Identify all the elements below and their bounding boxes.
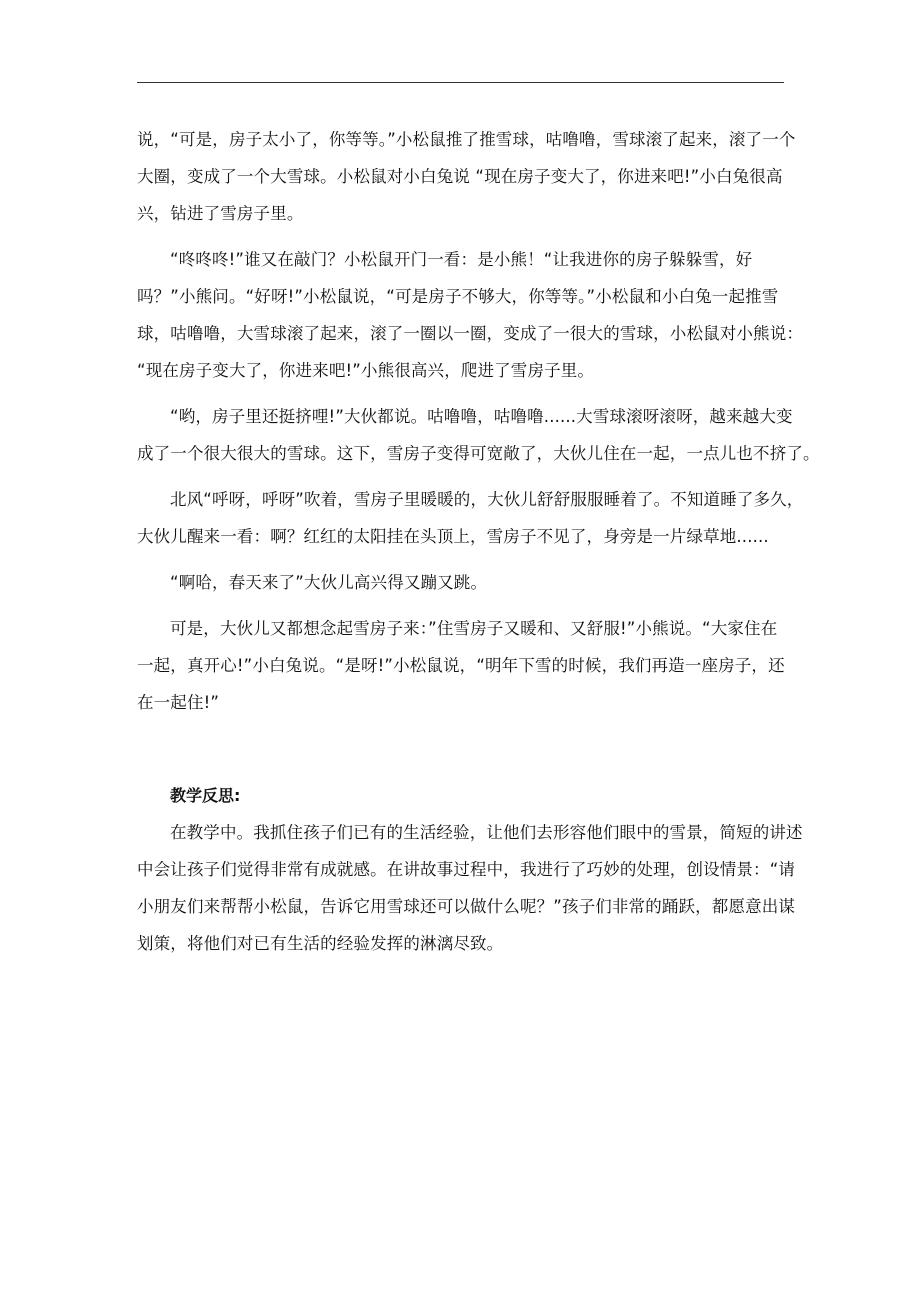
- text-line: 可是，大伙儿又都想念起雪房子来：”住雪房子又暖和、又舒服!”小熊说。“大家住在: [170, 619, 778, 638]
- text-line: “哟，房子里还挺挤哩!”大伙都说。咕噜噜，咕噜噜......大雪球滚呀滚呀，越来越大变: [170, 407, 793, 426]
- text-line: 中会让孩子们觉得非常有成就感。在讲故事过程中，我进行了巧妙的处理，创设情景：“请: [137, 860, 796, 879]
- text-line: 在教学中。我抓住孩子们已有的生活经验，让他们去形容他们眼中的雪景，简短的讲述: [170, 823, 803, 842]
- text-line: 说，“可是，房子太小了，你等等。”小松鼠推了推雪球，咕噜噜，雪球滚了起来，滚了一个: [137, 130, 796, 149]
- text-line: 球，咕噜噜，大雪球滚了起来，滚了一圈以一圈，变成了一很大的雪球，小松鼠对小熊说：: [137, 324, 803, 343]
- text-line: 吗？”小熊问。“好呀!”小松鼠说，“可是房子不够大，你等等。”小松鼠和小白兔一起推雪: [137, 287, 779, 306]
- story-paragraph-5: [137, 564, 787, 601]
- header-rule: [137, 82, 784, 83]
- text-line: “啊哈，春天来了”大伙儿高兴得又蹦又跳。: [170, 573, 488, 592]
- text-line: 北风“呼呀，呼呀”吹着，雪房子里暖暖的，大伙儿舒舒服服睡着了。不知道睡了多久，: [170, 490, 804, 509]
- reflection-paragraph: [137, 814, 803, 962]
- text-line: 大伙儿醒来一看：啊？红红的太阳挂在头顶上，雪房子不见了，身旁是一片绿草地......: [137, 527, 769, 546]
- text-line: 小朋友们来帮帮小松鼠，告诉它用雪球还可以做什么呢？”孩子们非常的踊跃，都愿意出谋: [137, 897, 796, 916]
- story-paragraph-6: [137, 610, 787, 721]
- text-line: 一起，真开心!”小白兔说。“是呀!”小松鼠说，“明年下雪的时候，我们再造一座房子，还: [137, 656, 785, 675]
- text-line: “现在房子变大了，你进来吧!”小熊很高兴，爬进了雪房子里。: [137, 361, 595, 380]
- story-paragraph-3: [137, 398, 820, 472]
- story-content: [137, 121, 820, 962]
- story-paragraph-2: [137, 241, 803, 389]
- text-line: “咚咚咚!”谁又在敲门？小松鼠开门一看：是小熊！“让我进你的房子躲躲雪，好: [170, 250, 753, 269]
- story-paragraph-1: [137, 121, 796, 232]
- text-line: 在一起住!”: [137, 693, 220, 712]
- story-paragraph-4: [137, 481, 804, 555]
- text-line: 划策，将他们对已有生活的经验发挥的淋漓尽致。: [137, 934, 504, 953]
- reflection-title: 教学反思:: [170, 786, 241, 805]
- text-line: 成了一个很大很大的雪球。这下，雪房子变得可宽敞了，大伙儿住在一起，一点儿也不挤了。: [137, 444, 820, 463]
- text-line: 兴，钻进了雪房子里。: [137, 204, 304, 223]
- text-line: 大圈，变成了一个大雪球。小松鼠对小白兔说 “现在房子变大了，你进来吧!”小白兔很高: [137, 167, 783, 186]
